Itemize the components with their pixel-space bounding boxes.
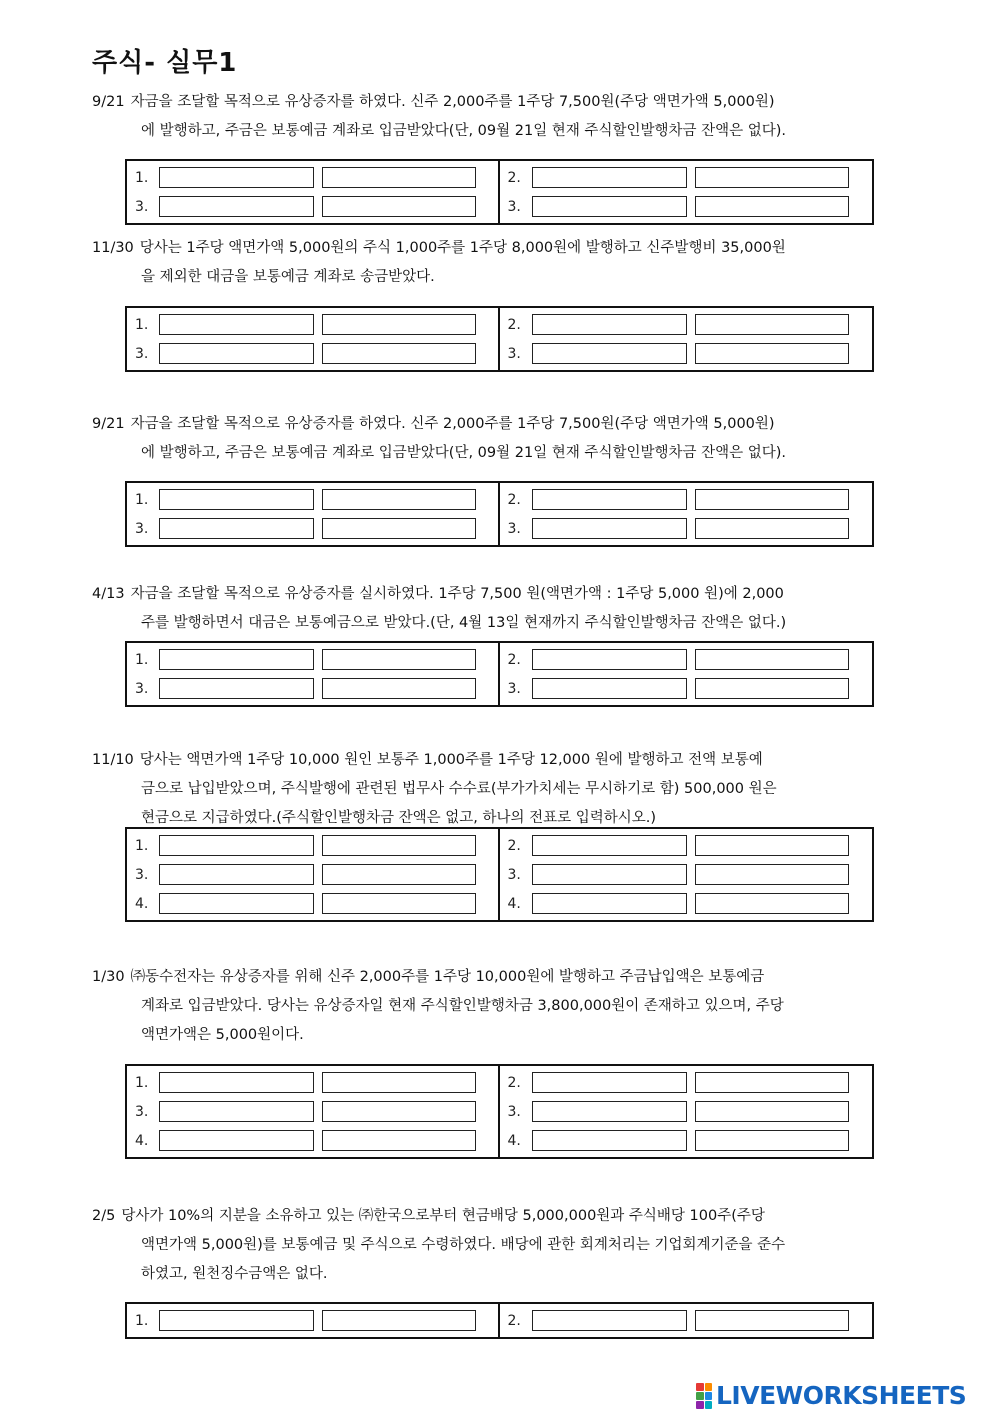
entry-row xyxy=(500,645,873,674)
page-title: 주식- 실무1 xyxy=(92,48,238,78)
row-number: 1. xyxy=(135,837,149,854)
liveworksheets-logo xyxy=(696,1381,966,1410)
debit-side xyxy=(127,1304,500,1337)
question-line xyxy=(92,439,907,468)
entry-row xyxy=(500,339,873,368)
amount-input[interactable] xyxy=(322,489,476,510)
amount-input[interactable] xyxy=(695,1101,849,1122)
row-number: 3. xyxy=(507,198,521,215)
entry-row xyxy=(127,163,498,192)
question-date: 2/5 xyxy=(92,1208,116,1224)
account-input[interactable] xyxy=(532,489,687,510)
entry-row xyxy=(127,860,498,889)
entry-row xyxy=(500,514,873,543)
row-number: 3. xyxy=(135,345,149,362)
entry-row xyxy=(500,1126,873,1155)
answer-grid xyxy=(125,481,874,547)
question-line xyxy=(92,609,907,638)
question-7 xyxy=(92,1202,907,1289)
question-4 xyxy=(92,580,907,638)
account-input[interactable] xyxy=(532,1310,687,1331)
account-input[interactable] xyxy=(159,196,314,217)
question-text-line: 계좌로 입금받았다. 당사는 유상증자일 현재 주식할인발행차금 3,800,000원이 존재하고 있으며, 주당 xyxy=(141,998,784,1014)
account-input[interactable] xyxy=(159,1130,314,1151)
row-number: 1. xyxy=(135,316,149,333)
question-text-line: 에 발행하고, 주금은 보통예금 계좌로 입금받았다(단, 09월 21일 현재 주식할인발행차금 잔액은 없다). xyxy=(141,445,787,461)
answer-grid xyxy=(125,1064,874,1159)
row-number: 3. xyxy=(135,198,149,215)
amount-input[interactable] xyxy=(695,649,849,670)
question-line xyxy=(92,963,907,992)
entry-row xyxy=(127,310,498,339)
credit-side xyxy=(500,1304,873,1337)
entry-row xyxy=(500,163,873,192)
question-line xyxy=(92,746,907,775)
row-number: 1. xyxy=(135,1312,149,1329)
question-1 xyxy=(92,88,907,146)
question-line xyxy=(92,88,907,117)
account-input[interactable] xyxy=(532,314,687,335)
answer-grid xyxy=(125,306,874,372)
amount-input[interactable] xyxy=(695,1072,849,1093)
row-number: 3. xyxy=(135,520,149,537)
credit-side xyxy=(500,308,873,370)
debit-side xyxy=(127,1066,500,1157)
account-input[interactable] xyxy=(159,835,314,856)
account-input[interactable] xyxy=(159,1101,314,1122)
account-input[interactable] xyxy=(159,864,314,885)
question-date: 1/30 xyxy=(92,969,125,985)
row-number: 4. xyxy=(135,1132,149,1149)
amount-input[interactable] xyxy=(695,167,849,188)
amount-input[interactable] xyxy=(695,1130,849,1151)
amount-input[interactable] xyxy=(322,1310,476,1331)
entry-row xyxy=(500,1068,873,1097)
question-text-line: 금으로 납입받았으며, 주식발행에 관련된 법무사 수수료(부가가치세는 무시하기로 함) 500,000 원은 xyxy=(141,781,777,797)
question-3 xyxy=(92,410,907,468)
entry-row xyxy=(127,1306,498,1335)
row-number: 3. xyxy=(507,866,521,883)
question-text-line: 당사가 10%의 지분을 소유하고 있는 ㈜한국으로부터 현금배당 5,000,000원과 주식배당 100주(주당 xyxy=(121,1208,765,1224)
amount-input[interactable] xyxy=(322,864,476,885)
row-number: 3. xyxy=(507,680,521,697)
entry-row xyxy=(127,674,498,703)
credit-side xyxy=(500,1066,873,1157)
logo-mark-icon xyxy=(696,1383,712,1409)
question-date: 11/30 xyxy=(92,240,134,256)
question-text-line: 현금으로 지급하였다.(주식할인발행차금 잔액은 없고, 하나의 전표로 입력하시오.) xyxy=(141,810,657,826)
entry-row xyxy=(127,831,498,860)
row-number: 4. xyxy=(135,895,149,912)
amount-input[interactable] xyxy=(695,343,849,364)
amount-input[interactable] xyxy=(322,518,476,539)
entry-row xyxy=(127,1097,498,1126)
account-input[interactable] xyxy=(532,196,687,217)
entry-row xyxy=(500,310,873,339)
row-number: 4. xyxy=(507,1132,521,1149)
entry-row xyxy=(127,485,498,514)
entry-row xyxy=(500,674,873,703)
debit-side xyxy=(127,829,500,920)
question-date: 9/21 xyxy=(92,94,125,110)
question-line xyxy=(92,775,907,804)
row-number: 2. xyxy=(507,1074,521,1091)
question-date: 9/21 xyxy=(92,416,125,432)
question-line xyxy=(92,410,907,439)
question-line xyxy=(92,580,907,609)
account-input[interactable] xyxy=(532,1101,687,1122)
row-number: 4. xyxy=(507,895,521,912)
account-input[interactable] xyxy=(532,518,687,539)
amount-input[interactable] xyxy=(695,196,849,217)
amount-input[interactable] xyxy=(322,893,476,914)
amount-input[interactable] xyxy=(322,196,476,217)
question-2 xyxy=(92,234,907,292)
debit-side xyxy=(127,483,500,545)
question-text-line: 액면가액은 5,000원이다. xyxy=(141,1027,304,1043)
row-number: 1. xyxy=(135,1074,149,1091)
credit-side xyxy=(500,161,873,223)
amount-input[interactable] xyxy=(322,835,476,856)
question-date: 4/13 xyxy=(92,586,125,602)
amount-input[interactable] xyxy=(695,314,849,335)
amount-input[interactable] xyxy=(322,1130,476,1151)
question-line xyxy=(92,263,907,292)
logo-text: LIVEWORKSHEETS xyxy=(716,1381,967,1410)
row-number: 2. xyxy=(507,651,521,668)
question-text-line: ㈜동수전자는 유상증자를 위해 신주 2,000주를 1주당 10,000원에 발행하고 주금납입액은 보통예금 xyxy=(130,969,765,985)
amount-input[interactable] xyxy=(695,835,849,856)
entry-row xyxy=(500,889,873,918)
question-text-line: 하였고, 원천징수금액은 없다. xyxy=(141,1266,328,1282)
row-number: 3. xyxy=(135,680,149,697)
entry-row xyxy=(127,339,498,368)
row-number: 3. xyxy=(507,520,521,537)
answer-grid xyxy=(125,641,874,707)
account-input[interactable] xyxy=(532,167,687,188)
question-text-line: 자금을 조달할 목적으로 유상증자를 하였다. 신주 2,000주를 1주당 7,500원(주당 액면가액 5,000원) xyxy=(130,94,775,110)
entry-row xyxy=(127,514,498,543)
amount-input[interactable] xyxy=(322,649,476,670)
account-input[interactable] xyxy=(159,343,314,364)
row-number: 1. xyxy=(135,491,149,508)
question-line xyxy=(92,234,907,263)
question-text-line: 당사는 액면가액 1주당 10,000 원인 보통주 1,000주를 1주당 12,000 원에 발행하고 전액 보통예 xyxy=(139,752,763,768)
account-input[interactable] xyxy=(532,864,687,885)
amount-input[interactable] xyxy=(695,678,849,699)
question-line xyxy=(92,1021,907,1050)
entry-row xyxy=(500,485,873,514)
question-text-line: 에 발행하고, 주금은 보통예금 계좌로 입금받았다(단, 09월 21일 현재 주식할인발행차금 잔액은 없다). xyxy=(141,123,787,139)
amount-input[interactable] xyxy=(322,1101,476,1122)
amount-input[interactable] xyxy=(695,1310,849,1331)
question-line xyxy=(92,1202,907,1231)
account-input[interactable] xyxy=(159,167,314,188)
amount-input[interactable] xyxy=(322,314,476,335)
entry-row xyxy=(127,1068,498,1097)
question-line xyxy=(92,1260,907,1289)
row-number: 3. xyxy=(507,1103,521,1120)
entry-row xyxy=(127,1126,498,1155)
entry-row xyxy=(127,889,498,918)
account-input[interactable] xyxy=(159,1072,314,1093)
question-text-line: 자금을 조달할 목적으로 유상증자를 하였다. 신주 2,000주를 1주당 7,500원(주당 액면가액 5,000원) xyxy=(130,416,775,432)
question-date: 11/10 xyxy=(92,752,134,768)
question-line xyxy=(92,1231,907,1260)
amount-input[interactable] xyxy=(695,518,849,539)
entry-row xyxy=(500,1306,873,1335)
debit-side xyxy=(127,161,500,223)
account-input[interactable] xyxy=(532,1072,687,1093)
row-number: 2. xyxy=(507,1312,521,1329)
account-input[interactable] xyxy=(159,649,314,670)
question-text-line: 자금을 조달할 목적으로 유상증자를 실시하였다. 1주당 7,500 원(액면가액 : 1주당 5,000 원)에 2,000 xyxy=(130,586,784,602)
amount-input[interactable] xyxy=(695,489,849,510)
row-number: 2. xyxy=(507,316,521,333)
row-number: 2. xyxy=(507,169,521,186)
answer-grid xyxy=(125,1302,874,1339)
amount-input[interactable] xyxy=(322,167,476,188)
row-number: 3. xyxy=(507,345,521,362)
amount-input[interactable] xyxy=(695,864,849,885)
account-input[interactable] xyxy=(159,489,314,510)
question-text-line: 주를 발행하면서 대금은 보통예금으로 받았다.(단, 4월 13일 현재까지 주식할인발행차금 잔액은 없다.) xyxy=(141,615,787,631)
debit-side xyxy=(127,308,500,370)
row-number: 3. xyxy=(135,866,149,883)
entry-row xyxy=(127,192,498,221)
amount-input[interactable] xyxy=(695,893,849,914)
amount-input[interactable] xyxy=(322,1072,476,1093)
row-number: 3. xyxy=(135,1103,149,1120)
account-input[interactable] xyxy=(532,678,687,699)
question-line xyxy=(92,117,907,146)
amount-input[interactable] xyxy=(322,678,476,699)
account-input[interactable] xyxy=(532,343,687,364)
row-number: 2. xyxy=(507,491,521,508)
account-input[interactable] xyxy=(159,678,314,699)
answer-grid xyxy=(125,827,874,922)
account-input[interactable] xyxy=(532,893,687,914)
account-input[interactable] xyxy=(159,314,314,335)
question-text-line: 액면가액 5,000원)를 보통예금 및 주식으로 수령하였다. 배당에 관한 회계처리는 기업회계기준을 준수 xyxy=(141,1237,786,1253)
account-input[interactable] xyxy=(532,1130,687,1151)
question-line xyxy=(92,992,907,1021)
question-6 xyxy=(92,963,907,1050)
credit-side xyxy=(500,483,873,545)
row-number: 2. xyxy=(507,837,521,854)
entry-row xyxy=(500,831,873,860)
account-input[interactable] xyxy=(532,649,687,670)
question-text-line: 당사는 1주당 액면가액 5,000원의 주식 1,000주를 1주당 8,000원에 발행하고 신주발행비 35,000원 xyxy=(139,240,786,256)
entry-row xyxy=(500,860,873,889)
credit-side xyxy=(500,829,873,920)
debit-side xyxy=(127,643,500,705)
account-input[interactable] xyxy=(159,1310,314,1331)
row-number: 1. xyxy=(135,169,149,186)
amount-input[interactable] xyxy=(322,343,476,364)
account-input[interactable] xyxy=(159,518,314,539)
question-text-line: 을 제외한 대금을 보통예금 계좌로 송금받았다. xyxy=(141,269,435,285)
question-5 xyxy=(92,746,907,833)
entry-row xyxy=(127,645,498,674)
entry-row xyxy=(500,1097,873,1126)
credit-side xyxy=(500,643,873,705)
account-input[interactable] xyxy=(159,893,314,914)
account-input[interactable] xyxy=(532,835,687,856)
answer-grid xyxy=(125,159,874,225)
row-number: 1. xyxy=(135,651,149,668)
entry-row xyxy=(500,192,873,221)
